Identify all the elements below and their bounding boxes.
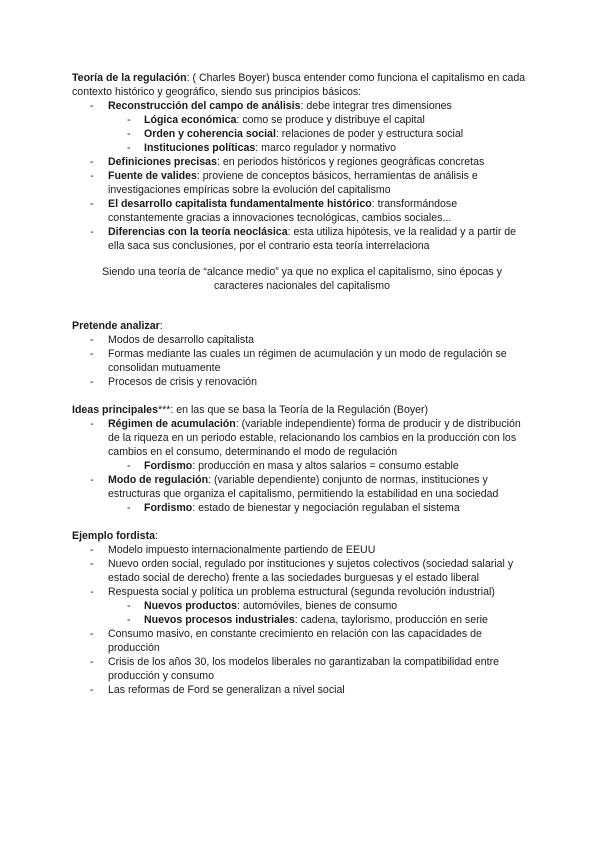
analyze-heading: Pretende analizar: <box>72 320 163 332</box>
fordist-heading: Ejemplo fordista: <box>72 530 158 542</box>
theory-title: Teoría de la regulación <box>72 72 187 84</box>
theory-intro: Teoría de la regulación: ( Charles Boyer) busca entender como funciona el capitalismo en cada contexto histórico y geográfico, siendo sus principios básicos: <box>72 72 526 98</box>
list-item: - Modelo impuesto internacionalmente partiendo de EEUU <box>90 544 376 556</box>
list-item: - Crisis de los años 30, los modelos liberales no garantizaban la compatibilidad entre producción y consumo <box>90 656 500 682</box>
list-item: - Régimen de acumulación: (variable independiente) forma de producir y de distribución de la riqueza en un periodo estable, relacionando los cambios en la producción con los cambios en el consumo, determinando el modo de regulación - Fordismo: producción en masa y altos salarios = consumo estable <box>72 417 532 473</box>
analyze-list <box>72 333 532 389</box>
document-page <box>72 71 532 697</box>
list-item: - Nuevo orden social, regulado por instituciones y sujetos colectivos (sociedad salarial y estado social de derecho) frente a las sociedades burguesas y el estado liberal <box>90 558 514 584</box>
list-item: - El desarrollo capitalista fundamentalmente histórico: transformándose constantemente gracias a innovaciones tecnológicas, cambios sociales... <box>90 198 458 224</box>
list-item: - Consumo masivo, en constante crecimiento en relación con las capacidades de producción <box>90 628 482 654</box>
list-item: - Procesos de crisis y renovación <box>90 376 257 388</box>
sub-list-item: - Lógica económica: como se produce y distribuye el capital <box>127 114 425 126</box>
fordist-list <box>72 543 532 697</box>
ideas-list <box>72 417 532 515</box>
list-item: - Diferencias con la teoría neoclásica: esta utiliza hipótesis, ve la realidad y a partir de ella saca sus conclusiones, por el contrario esta teoría interrelaciona <box>90 226 517 252</box>
list-item: - Las reformas de Ford se generalizan a nivel social <box>90 684 345 696</box>
list-item: - Definiciones precisas: en periodos históricos y regiones geográficas concretas <box>90 156 485 168</box>
list-item: - Formas mediante las cuales un régimen de acumulación y un modo de regulación se consolidan mutuamente <box>90 348 507 374</box>
ideas-title: Ideas principales <box>72 404 158 416</box>
list-item: - Modo de regulación: (variable dependiente) conjunto de normas, instituciones y estructuras que organiza el capitalismo, permitiendo la estabilidad en una sociedad - Fordismo: estado de bienestar y negociación regulaban el sistema <box>72 473 532 515</box>
list-item: - Reconstrucción del campo de análisis: debe integrar tres dimensiones - Lógica económica: como se produce y distribuye el capital - Orden y coherencia social: relaciones de poder y estructura social - Instituciones políticas: marco regulador y normativo <box>72 99 532 155</box>
sub-list-item: - Instituciones políticas: marco regulador y normativo <box>127 142 396 154</box>
dimensions-sublist <box>108 113 532 155</box>
fordist-title: Ejemplo fordista <box>72 530 155 542</box>
stars-mark: *** <box>157 404 171 416</box>
list-item: - Fuente de valides: proviene de conceptos básicos, herramientas de análisis e investigaciones empíricas sobre la evolución del capitalismo <box>90 170 478 196</box>
middle-range-note: Siendo una teoría de “alcance medio” ya que no explica el capitalismo, sino épocas y caracteres nacionales del capitalismo <box>102 266 502 292</box>
list-item: - Respuesta social y política un problema estructural (segunda revolución industrial) - Nuevos productos: automóviles, bienes de consumo - Nuevos procesos industriales: cadena, taylorismo, producción en serie <box>72 585 532 627</box>
sub-list-item: - Nuevos procesos industriales: cadena, taylorismo, producción en serie <box>127 614 488 626</box>
ideas-heading: Ideas principales***: en las que se basa la Teoría de la Regulación (Boyer) <box>72 404 429 416</box>
sub-list-item: - Nuevos productos: automóviles, bienes de consumo <box>127 600 398 612</box>
sub-list-item: - Fordismo: producción en masa y altos salarios = consumo estable <box>127 460 459 472</box>
sub-list-item: - Orden y coherencia social: relaciones de poder y estructura social <box>127 128 464 140</box>
analyze-title: Pretende analizar <box>72 320 160 332</box>
theory-principles-list <box>72 99 532 253</box>
sub-list-item: - Fordismo: estado de bienestar y negociación regulaban el sistema <box>127 502 460 514</box>
list-item: - Modos de desarrollo capitalista <box>90 334 255 346</box>
